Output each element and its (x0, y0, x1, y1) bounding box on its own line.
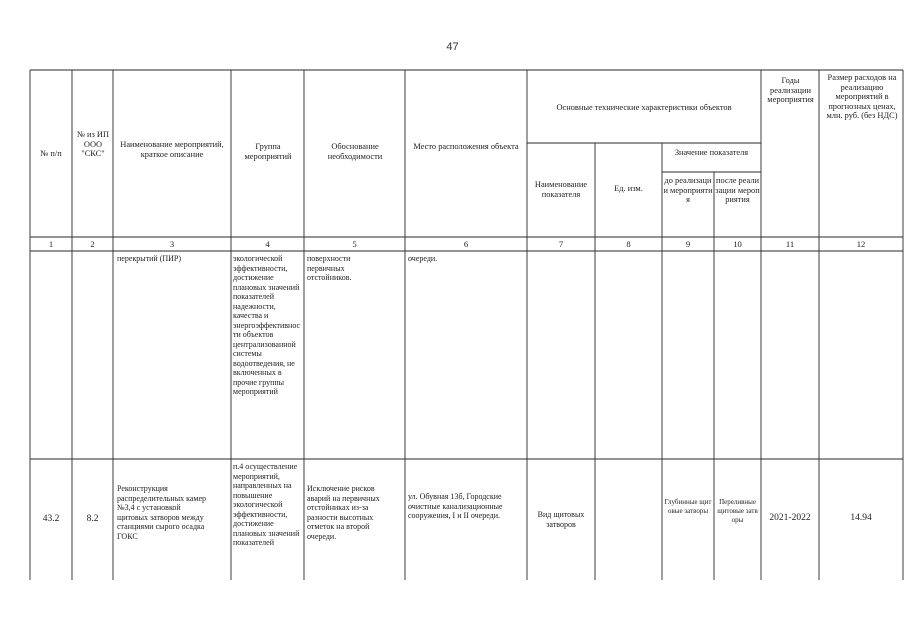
header-indicator: Наименование показателя (534, 180, 588, 199)
col-number: 8 (626, 239, 631, 249)
header-after: после реализации мероприятия (715, 176, 760, 205)
cont-location: очереди. (408, 254, 438, 263)
page-number: 47 (446, 41, 459, 53)
col-number: 7 (558, 239, 564, 249)
header-reason: Обоснование необходимости (327, 142, 383, 161)
header-tech: Основные технические характеристики объектов (556, 103, 732, 112)
header-location: Место расположения объекта (413, 142, 519, 151)
col-number: 6 (463, 239, 469, 249)
header-before: до реализации мероприятия (663, 176, 713, 205)
row-ip-num: 8.2 (86, 514, 99, 524)
row-before: Глубинные щитовые затворы (664, 498, 712, 515)
cont-name: перекрытий (ПИР) (117, 254, 182, 263)
col-number: 10 (733, 239, 742, 249)
header-num: № п/п (40, 149, 62, 158)
row-after: Переливные щитовые затворы (717, 498, 758, 524)
row-num: 43.2 (42, 514, 60, 524)
col-number: 3 (169, 239, 175, 249)
row-years: 2021-2022 (769, 513, 811, 523)
row-name: Реконструкция распределительных камер №3,4 с установкой щитовых затворов между станциями сырого осадка ГОКС (117, 484, 206, 541)
row-cost: 14.94 (850, 513, 872, 523)
header-years: Годы реализации мероприятия (767, 76, 814, 105)
col-number: 1 (48, 239, 54, 249)
col-number: 2 (90, 239, 95, 249)
row-reason: Исключение рисков аварий на первичных отстойниках из-за разности высотных отметок на второй очереди. (307, 484, 380, 541)
header-value: Значение показателя (674, 148, 749, 157)
header-group: Группа мероприятий (244, 142, 292, 161)
row-location: ул. Обувная 13б, Городские очистные канализационные сооружения, I и II очереди. (408, 492, 503, 520)
col-number: 4 (265, 239, 270, 249)
col-number: 12 (856, 239, 866, 249)
header-ip-num: № из ИП ООО "СКС" (76, 130, 110, 159)
header-name: Наименование мероприятий, краткое описание (120, 140, 224, 159)
cont-reason: поверхности первичных отстойников. (307, 254, 352, 282)
col-number: 11 (785, 239, 795, 249)
cont-group: экологической эффективности, достижение плановых значений показателей надежности, качества и энергоэффективности объектов централизованной системы водоотведения, не включенных в прочие группы мероприятий (233, 254, 301, 396)
header-cost: Размер расходов на реализацию мероприятий в прогнозных ценах, млн. руб. (без НДС) (826, 73, 898, 121)
col-number: 5 (352, 239, 357, 249)
header-unit: Ед. изм. (614, 184, 643, 193)
row-group: п.4 осуществление мероприятий, направленных на повышение экологической эффективности, достижение плановых значений показателей (233, 462, 300, 547)
col-number: 9 (685, 239, 691, 249)
row-indicator: Вид щитовых затворов (537, 510, 585, 529)
